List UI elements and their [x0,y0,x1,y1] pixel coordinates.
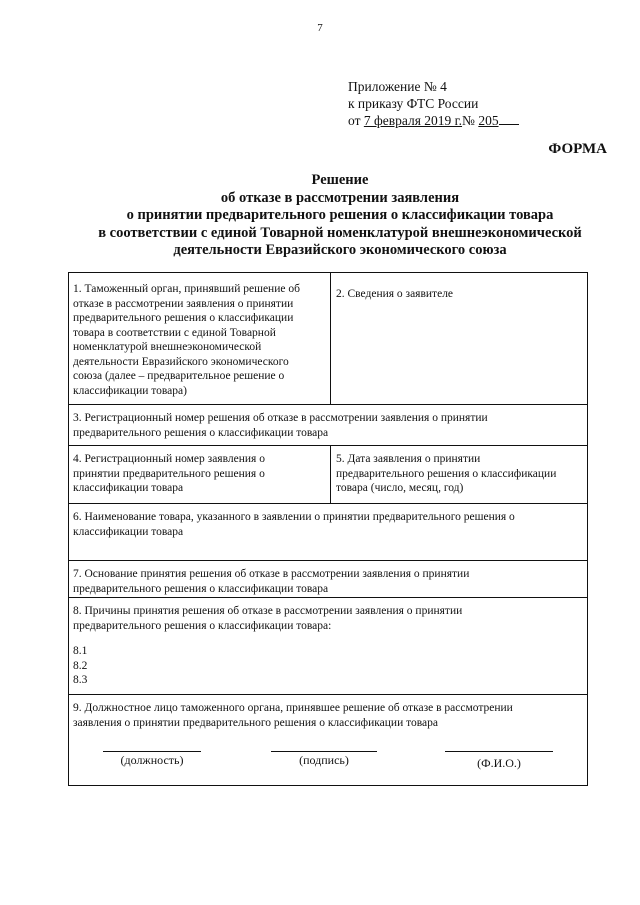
field-3-line: предварительного решения о классификации товара [73,426,329,439]
position-signature-line [103,751,201,752]
field-1-line: союза (далее – предварительное решение о [73,370,285,382]
title-line-3: о принятии предварительного решения о классификации товара [126,207,554,223]
field-6-line: классификации товара [73,525,184,538]
field-5-application-date [332,448,587,500]
field-7-refusal-basis [69,563,587,600]
page-number: 7 [317,22,323,34]
sign-label: (подпись) [299,753,349,767]
field-1-customs-authority [69,278,330,402]
appendix-line-2: к приказу ФТС России [348,96,479,111]
name-signature-line [445,751,553,752]
appendix-number: 205 [478,113,499,128]
field-7-line: предварительного решения о классификации товара [73,582,329,595]
field-5-line: предварительного решения о классификации [336,467,557,480]
field-8-item: 8.3 [73,674,88,686]
field-4-application-number [69,448,330,500]
divider-h-2 [69,445,587,446]
field-6-line: 6. Наименование товара, указанного в заявлении о принятии предварительного решения о [73,511,515,523]
field-1-line: товара в соответствии с единой Товарной [73,326,276,339]
name-label: (Ф.И.О.) [477,756,521,770]
field-1-line: номенклатурой внешнеэкономической [73,341,262,353]
appendix-number-prefix: № [462,113,479,128]
field-1-line: 1. Таможенный орган, принявший решение об [73,283,300,295]
field-4-line: 4. Регистрационный номер заявления о [73,453,265,465]
field-5-line: 5. Дата заявления о принятии [336,453,481,465]
position-label: (должность) [120,753,184,767]
appendix-date: 7 февраля 2019 г. [363,113,463,128]
field-4-line: принятии предварительного решения о [73,467,265,480]
divider-h-4 [69,560,587,561]
field-8-refusal-reasons [69,600,587,692]
field-7-line: 7. Основание принятия решения об отказе в рассмотрении заявления о принятии [73,568,470,580]
field-1-line: классификации товара) [73,384,187,397]
field-9-official [69,697,587,734]
form-table [68,272,588,786]
divider-h-1 [69,404,587,405]
title-line-4: в соответствии с единой Товарной номенклатурой внешнеэкономической [98,224,582,241]
divider-v-1-2 [330,273,331,404]
field-4-line: классификации товара [73,482,184,494]
field-8-item: 8.2 [73,659,88,672]
title-line-2: об отказе в рассмотрении заявления [220,189,460,206]
appendix-date-prefix: от [348,113,364,128]
field-5-line: товара (число, месяц, год) [336,482,464,494]
field-8-item: 8.1 [73,645,88,657]
field-8-line: предварительного решения о классификации товара: [73,619,332,632]
field-2-applicant-info: 2. Сведения о заявителе [336,288,454,300]
field-1-line: отказе в рассмотрении заявления о принятии [73,297,294,310]
form-label: ФОРМА [548,141,607,157]
field-9-line: 9. Должностное лицо таможенного органа, принявшее решение об отказе в рассмотрении [73,702,513,714]
divider-v-4-5 [330,445,331,503]
appendix-header [348,78,519,129]
field-3-line: 3. Регистрационный номер решения об отказе в рассмотрении заявления о принятии [73,412,488,424]
field-8-line: 8. Причины принятия решения об отказе в рассмотрении заявления о принятии [73,605,463,617]
field-6-goods-name [69,506,587,543]
title-line-5: деятельности Евразийского экономического союза [173,242,507,258]
field-9-line: заявления о принятии предварительного решения о классификации товара [73,716,438,729]
sign-signature-line [271,751,377,752]
document-title [60,172,620,260]
appendix-line-1: Приложение № 4 [348,79,447,94]
title-line-1: Решение [311,172,369,188]
appendix-number-underline [499,113,519,125]
field-3-registration-number [69,407,587,444]
field-1-line: предварительного решения о классификации [73,312,294,324]
divider-h-6 [69,694,587,695]
field-1-line: деятельности Евразийского экономического [73,355,289,368]
divider-h-3 [69,503,587,504]
appendix-line-3 [348,112,519,129]
